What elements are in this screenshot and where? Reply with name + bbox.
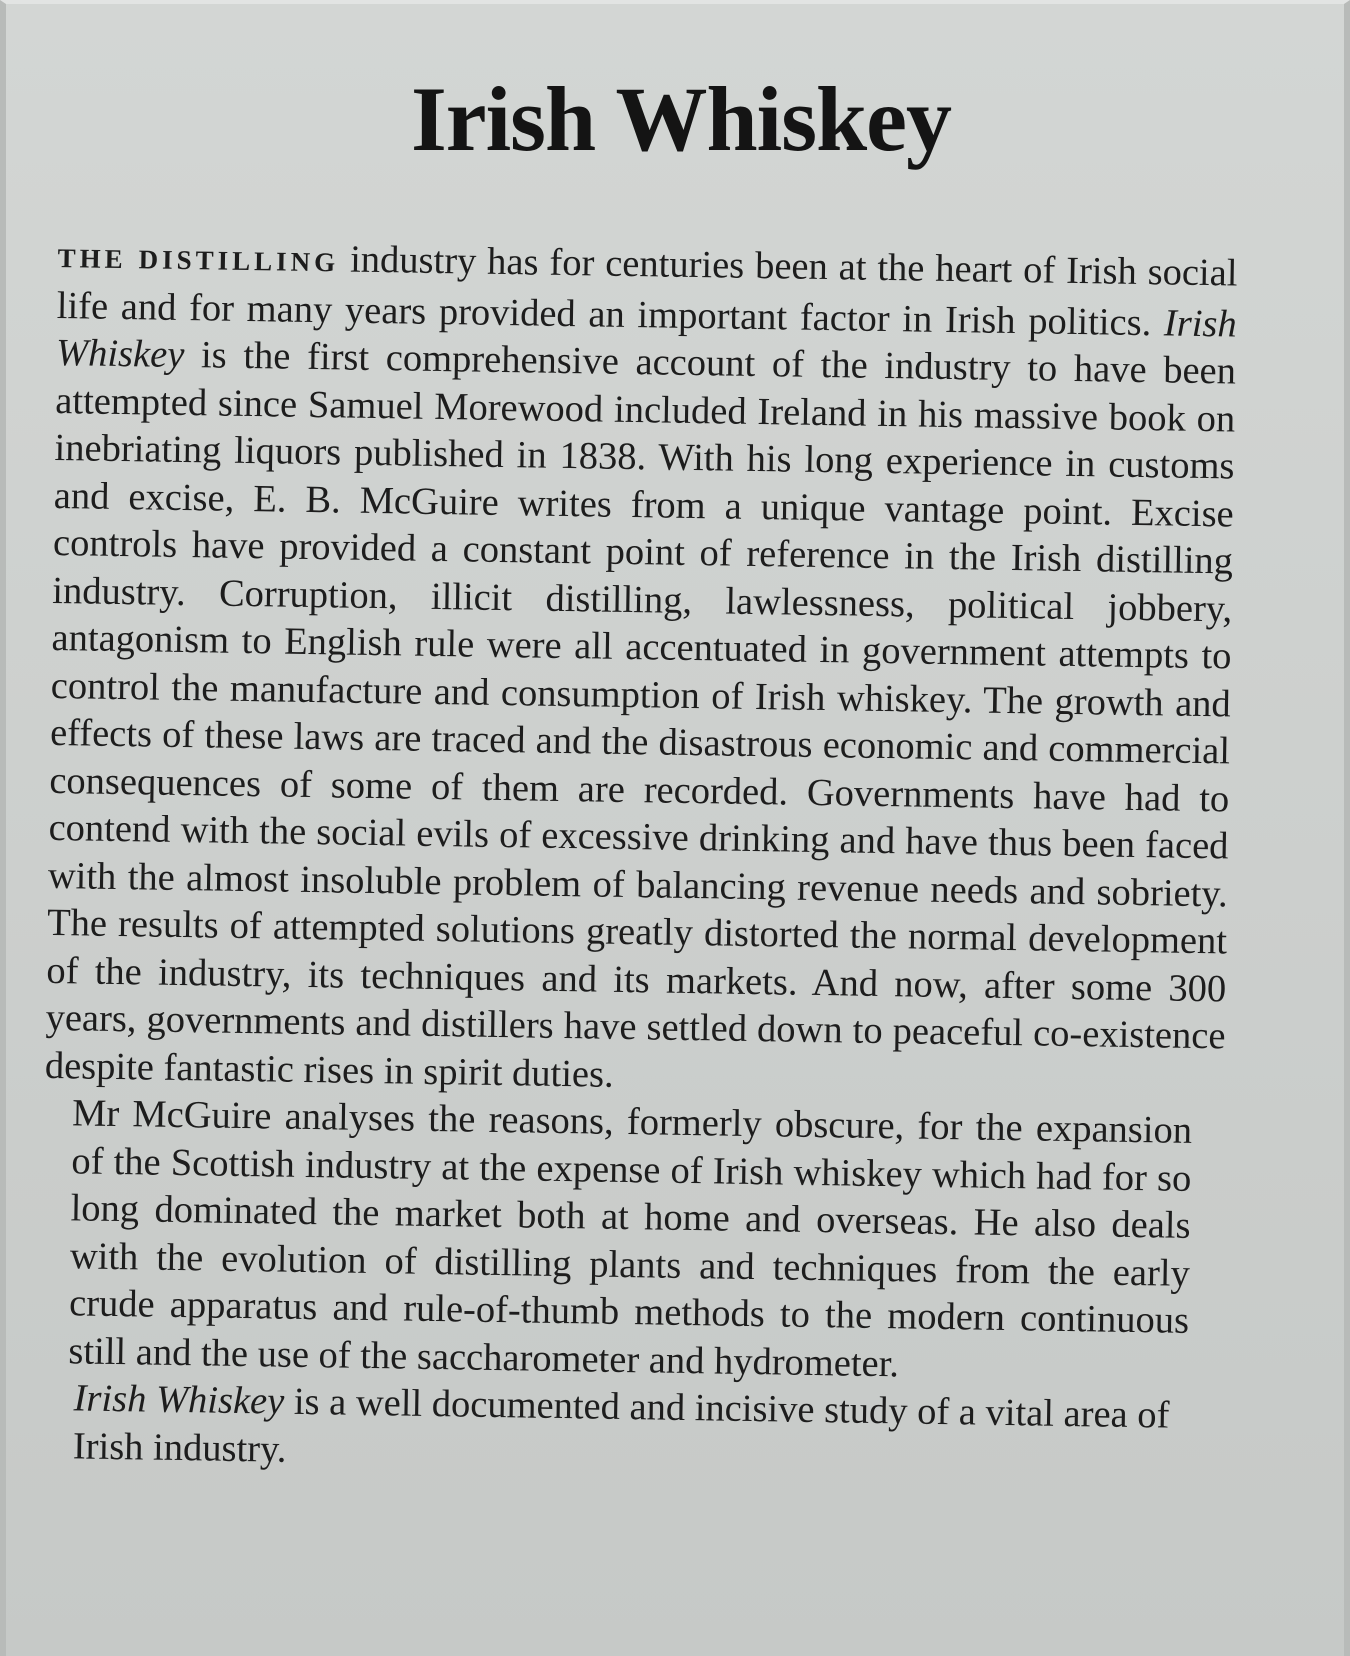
blurb-paragraph-3: [73, 1375, 1174, 1487]
blurb-paragraph-1-text-a: industry has for centuries been at the heart of Irish social life and for many years provided an important factor in Irish politics.: [56, 238, 1238, 344]
blurb-text: [39, 232, 1238, 1488]
blurb-paragraph-2: Mr McGuire analyses the reasons, formerly obscure, for the expansion of the Scottish industry at the expense of Irish whiskey which had for so long dominated the market both at home and overseas. He also deals with the evolution of distilling plants and techniques from the early crude apparatus and rule-of-thumb methods to the modern continuous still and the use of the saccharometer and hydrometer.: [68, 1092, 1193, 1385]
book-title-italic: Irish Whiskey: [55, 301, 1238, 376]
blurb-paragraph-3-text: is a well documented and incisive study of a vital area of Irish industry.: [72, 1380, 1170, 1471]
blurb-paragraph-1-text-b: is the first comprehensive account of the industry to have been attempted since Samuel Morewood included Ireland in his massive book on inebriating liquors published in 1838. With his long experience in customs and excise, E. B. McGuire writes from a unique vantage point. Excise controls have provided a constant point of reference in the Irish distilling industry. Corruption, illicit distilling, lawlessness, political jobbery, antagonism to English rule were all accentuated in government attempts to control the manufacture and consumption of Irish whiskey. The growth and effects of these laws are traced and the disastrous economic and commercial consequences of some of them are recorded. Governments have had to contend with the social evils of excessive drinking and have thus been faced with the almost insoluble problem of balancing revenue needs and sobriety. The results of attempted solutions greatly distorted the normal development of the industry, its techniques and its markets. And now, after some 300 years, governments and distillers have settled down to peaceful co-existence despite fantastic rises in spirit duties.: [44, 334, 1237, 1096]
blurb-paragraph-1: [45, 232, 1238, 1108]
lead-in-smallcaps: THE DISTILLING: [57, 242, 340, 278]
book-title: Irish Whiskey: [410, 68, 952, 170]
book-title-italic: Irish Whiskey: [73, 1377, 285, 1423]
